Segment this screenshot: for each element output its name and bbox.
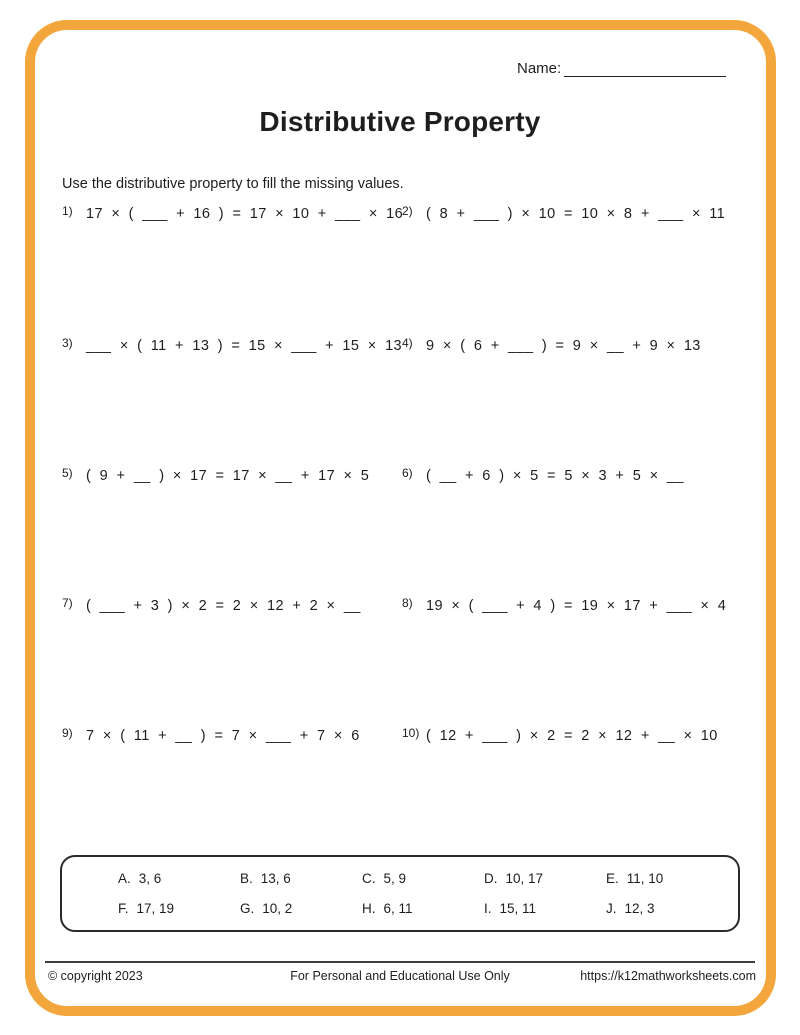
answer-bank-box — [60, 855, 740, 932]
answer-letter: A. — [118, 870, 131, 886]
problem-3-number: 3) — [62, 336, 73, 350]
problem-9-number: 9) — [62, 726, 73, 740]
problem-6-number: 6) — [402, 466, 413, 480]
answer-letter: G. — [240, 901, 255, 917]
answer-letter: H. — [362, 901, 376, 917]
answer-letter: C. — [362, 870, 376, 886]
problem-1 — [62, 205, 402, 223]
answer-item-e — [606, 871, 728, 886]
problem-3 — [62, 337, 402, 355]
answer-letter: D. — [484, 870, 498, 886]
problem-9 — [62, 727, 402, 745]
answer-value: 6, 11 — [383, 901, 413, 917]
problem-3-equation: ___ × ( 11 + 13 ) = 15 × ___ + 15 × 13 — [86, 338, 403, 354]
problem-5-equation: ( 9 + __ ) × 17 = 17 × __ + 17 × 5 — [86, 468, 370, 484]
problem-10-number: 10) — [402, 726, 420, 740]
answer-value: 3, 6 — [138, 870, 162, 886]
problem-2-number: 2) — [402, 204, 413, 218]
problem-7 — [62, 597, 402, 615]
problem-5 — [62, 467, 402, 485]
answer-value: 10, 17 — [505, 870, 544, 886]
answer-letter: B. — [240, 870, 253, 886]
problem-1-number: 1) — [62, 204, 73, 218]
answer-value: 10, 2 — [262, 901, 293, 917]
footer-url: https://k12mathworksheets.com — [580, 969, 756, 983]
problem-row-2 — [62, 337, 770, 355]
answer-value: 17, 19 — [136, 901, 175, 917]
answer-item-j — [606, 901, 728, 916]
answer-value: 13, 6 — [260, 870, 291, 886]
footer-usage-text: For Personal and Educational Use Only — [290, 969, 510, 983]
problem-2 — [402, 205, 770, 223]
problem-row-5 — [62, 727, 770, 745]
answer-letter: F. — [118, 901, 129, 917]
problem-2-equation: ( 8 + ___ ) × 10 = 10 × 8 + ___ × 11 — [426, 206, 726, 222]
instruction-text: Use the distributive property to fill the missing values. — [62, 176, 404, 192]
problem-4-number: 4) — [402, 336, 413, 350]
name-row — [517, 60, 726, 77]
problem-row-4 — [62, 597, 770, 615]
problem-5-number: 5) — [62, 466, 73, 480]
footer-divider — [45, 961, 755, 963]
problem-6 — [402, 467, 770, 485]
problem-7-equation: ( ___ + 3 ) × 2 = 2 × 12 + 2 × __ — [86, 598, 361, 614]
problem-6-equation: ( __ + 6 ) × 5 = 5 × 3 + 5 × __ — [426, 468, 684, 484]
answer-item-h — [362, 901, 484, 916]
name-blank-line — [564, 62, 726, 77]
answer-value: 15, 11 — [499, 901, 537, 917]
problem-9-equation: 7 × ( 11 + __ ) = 7 × ___ + 7 × 6 — [86, 728, 360, 744]
answer-letter: E. — [606, 870, 619, 886]
problem-8-equation: 19 × ( ___ + 4 ) = 19 × 17 + ___ × 4 — [426, 598, 727, 614]
problem-row-3 — [62, 467, 770, 485]
name-label: Name: — [517, 60, 562, 77]
problem-4-equation: 9 × ( 6 + ___ ) = 9 × __ + 9 × 13 — [426, 338, 701, 354]
answer-item-i — [484, 901, 606, 916]
problem-8-number: 8) — [402, 596, 413, 610]
answer-letter: I. — [484, 901, 492, 917]
answer-value: 12, 3 — [624, 901, 655, 917]
answer-item-b — [240, 871, 362, 886]
problem-10-equation: ( 12 + ___ ) × 2 = 2 × 12 + __ × 10 — [426, 728, 718, 744]
answer-item-c — [362, 871, 484, 886]
answer-item-a — [118, 871, 240, 886]
problem-8 — [402, 597, 770, 615]
page-title: Distributive Property — [259, 106, 541, 137]
answer-letter: J. — [606, 901, 617, 917]
problem-10 — [402, 727, 770, 745]
answer-item-f — [118, 901, 240, 916]
answer-item-g — [240, 901, 362, 916]
answer-value: 5, 9 — [383, 870, 407, 886]
problem-7-number: 7) — [62, 596, 73, 610]
problem-4 — [402, 337, 770, 355]
footer-copyright: © copyright 2023 — [48, 969, 143, 983]
answer-value: 11, 10 — [626, 870, 664, 886]
problem-row-1 — [62, 205, 770, 223]
answer-item-d — [484, 871, 606, 886]
problem-1-equation: 17 × ( ___ + 16 ) = 17 × 10 + ___ × 16 — [86, 206, 404, 222]
